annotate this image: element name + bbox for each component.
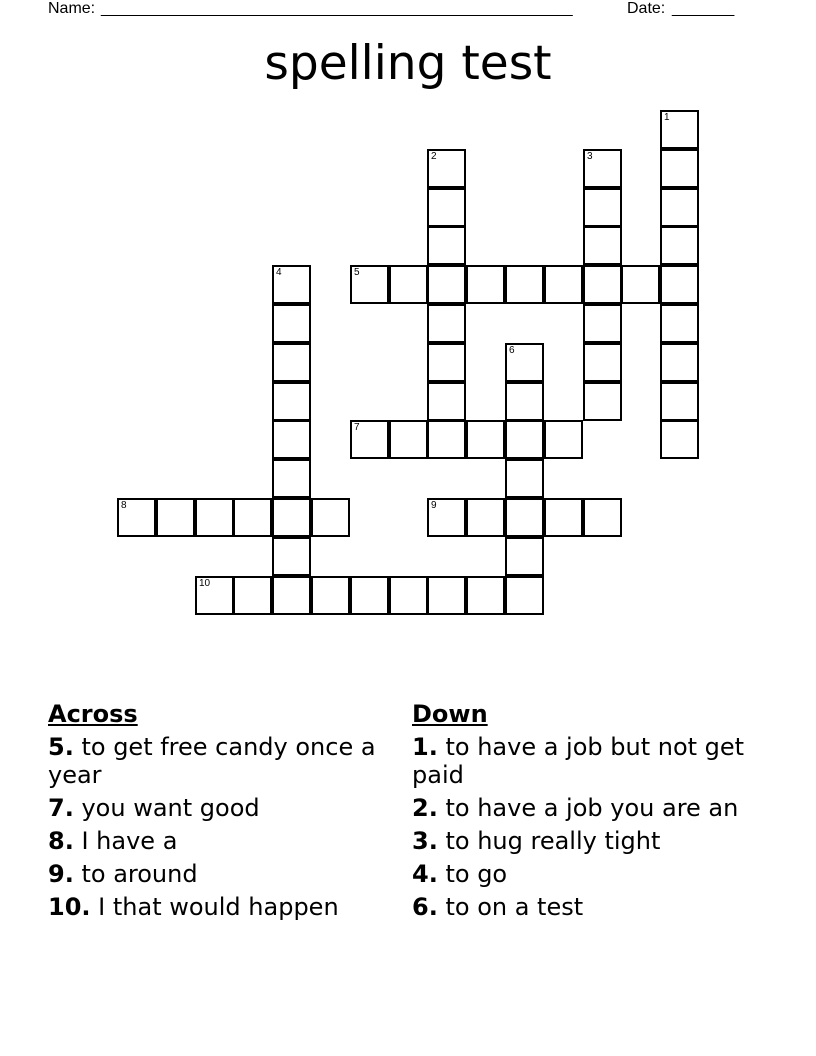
crossword-cell[interactable] (466, 498, 505, 537)
crossword-cell[interactable] (311, 498, 350, 537)
crossword-cell[interactable] (350, 265, 389, 304)
clue-text: you want good (81, 794, 260, 822)
cell-number: 1 (664, 112, 670, 123)
cell-number: 6 (509, 345, 515, 356)
clue-number: 7. (48, 794, 74, 822)
page-title: spelling test (264, 36, 552, 91)
crossword-cell[interactable] (427, 149, 466, 188)
clue-down-2 (412, 794, 752, 822)
crossword-cell[interactable] (195, 498, 234, 537)
cell-number: 3 (587, 151, 593, 162)
crossword-cell[interactable] (389, 265, 428, 304)
crossword-cell[interactable] (272, 498, 311, 537)
crossword-cell[interactable] (272, 576, 311, 615)
crossword-cell[interactable] (544, 498, 583, 537)
crossword-cell[interactable] (583, 265, 622, 304)
crossword-cell[interactable] (505, 498, 544, 537)
clue-text: to have a job but not get paid (412, 733, 745, 789)
clue-text: I that would happen (98, 893, 339, 921)
crossword-cell[interactable] (272, 265, 311, 304)
across-clues (48, 700, 388, 926)
crossword-cell[interactable] (350, 420, 389, 459)
clue-text: to on a test (445, 893, 584, 921)
clue-across-9 (48, 860, 388, 888)
crossword-cell[interactable] (505, 343, 544, 382)
clue-number: 2. (412, 794, 438, 822)
clue-down-1 (412, 733, 752, 789)
clue-number: 8. (48, 827, 74, 855)
crossword-cell[interactable] (233, 576, 272, 615)
crossword-cell[interactable] (660, 226, 699, 265)
clue-down-3 (412, 827, 752, 855)
clue-text: to have a job you are an (445, 794, 739, 822)
crossword-cell[interactable] (272, 304, 311, 343)
clue-number: 4. (412, 860, 438, 888)
crossword-cell[interactable] (427, 226, 466, 265)
clue-text: to hug really tight (445, 827, 661, 855)
crossword-cell[interactable] (505, 420, 544, 459)
crossword-cell[interactable] (660, 110, 699, 149)
crossword-cell[interactable] (583, 304, 622, 343)
crossword-cell[interactable] (583, 149, 622, 188)
cell-number: 8 (121, 500, 127, 511)
clue-number: 1. (412, 733, 438, 761)
crossword-cell[interactable] (505, 459, 544, 498)
clue-number: 3. (412, 827, 438, 855)
clue-down-4 (412, 860, 752, 888)
crossword-cell[interactable] (505, 265, 544, 304)
crossword-cell[interactable] (583, 498, 622, 537)
clue-text: I have a (81, 827, 178, 855)
crossword-cell[interactable] (272, 382, 311, 421)
crossword-cell[interactable] (660, 149, 699, 188)
crossword-cell[interactable] (583, 188, 622, 227)
crossword-cell[interactable] (583, 382, 622, 421)
crossword-cell[interactable] (427, 420, 466, 459)
crossword-cell[interactable] (272, 459, 311, 498)
crossword-cell[interactable] (660, 304, 699, 343)
crossword-cell[interactable] (583, 226, 622, 265)
crossword-cell[interactable] (156, 498, 195, 537)
crossword-cell[interactable] (660, 343, 699, 382)
cell-number: 7 (354, 422, 360, 433)
crossword-cell[interactable] (466, 420, 505, 459)
crossword-cell[interactable] (389, 420, 428, 459)
crossword-cell[interactable] (233, 498, 272, 537)
down-heading: Down (412, 700, 488, 728)
clue-down-6 (412, 893, 752, 921)
crossword-cell[interactable] (466, 265, 505, 304)
across-heading: Across (48, 700, 138, 728)
crossword-cell[interactable] (660, 382, 699, 421)
clue-across-10 (48, 893, 388, 921)
clue-number: 9. (48, 860, 74, 888)
crossword-cell[interactable] (505, 382, 544, 421)
crossword-cell[interactable] (195, 576, 234, 615)
cell-number: 2 (431, 151, 437, 162)
clue-number: 10. (48, 893, 91, 921)
crossword-cell[interactable] (583, 343, 622, 382)
crossword-cell[interactable] (117, 498, 156, 537)
clue-text: to go (445, 860, 508, 888)
cell-number: 10 (199, 578, 211, 589)
crossword-cell[interactable] (427, 343, 466, 382)
down-clues (412, 700, 752, 926)
name-label: Name: (48, 0, 96, 17)
crossword-cell[interactable] (466, 576, 505, 615)
cell-number: 9 (431, 500, 437, 511)
crossword-cell[interactable] (505, 537, 544, 576)
crossword-cell[interactable] (544, 420, 583, 459)
clue-number: 6. (412, 893, 438, 921)
cell-number: 4 (276, 267, 282, 278)
crossword-cell[interactable] (544, 265, 583, 304)
crossword-cell[interactable] (427, 304, 466, 343)
crossword-cell[interactable] (621, 265, 660, 304)
clue-text: to get free candy once a year (48, 733, 376, 789)
cell-number: 5 (354, 267, 360, 278)
date-label: Date: (627, 0, 666, 17)
crossword-cell[interactable] (311, 576, 350, 615)
crossword-cell[interactable] (427, 382, 466, 421)
crossword-cell[interactable] (272, 343, 311, 382)
date-field[interactable]: _______ (672, 0, 735, 17)
clue-across-7 (48, 794, 388, 822)
crossword-cell[interactable] (660, 188, 699, 227)
crossword-cell[interactable] (660, 420, 699, 459)
name-field[interactable]: _____________________________________________________ (101, 0, 573, 17)
crossword-cell[interactable] (427, 576, 466, 615)
crossword-cell[interactable] (389, 576, 428, 615)
clue-across-8 (48, 827, 388, 855)
clue-across-5 (48, 733, 388, 789)
crossword-cell[interactable] (660, 265, 699, 304)
crossword-cell[interactable] (272, 537, 311, 576)
crossword-cell[interactable] (427, 188, 466, 227)
crossword-cell[interactable] (350, 576, 389, 615)
crossword-cell[interactable] (427, 498, 466, 537)
crossword-cell[interactable] (505, 576, 544, 615)
crossword-cell[interactable] (272, 420, 311, 459)
crossword-cell[interactable] (427, 265, 466, 304)
clue-text: to around (81, 860, 198, 888)
clue-number: 5. (48, 733, 74, 761)
